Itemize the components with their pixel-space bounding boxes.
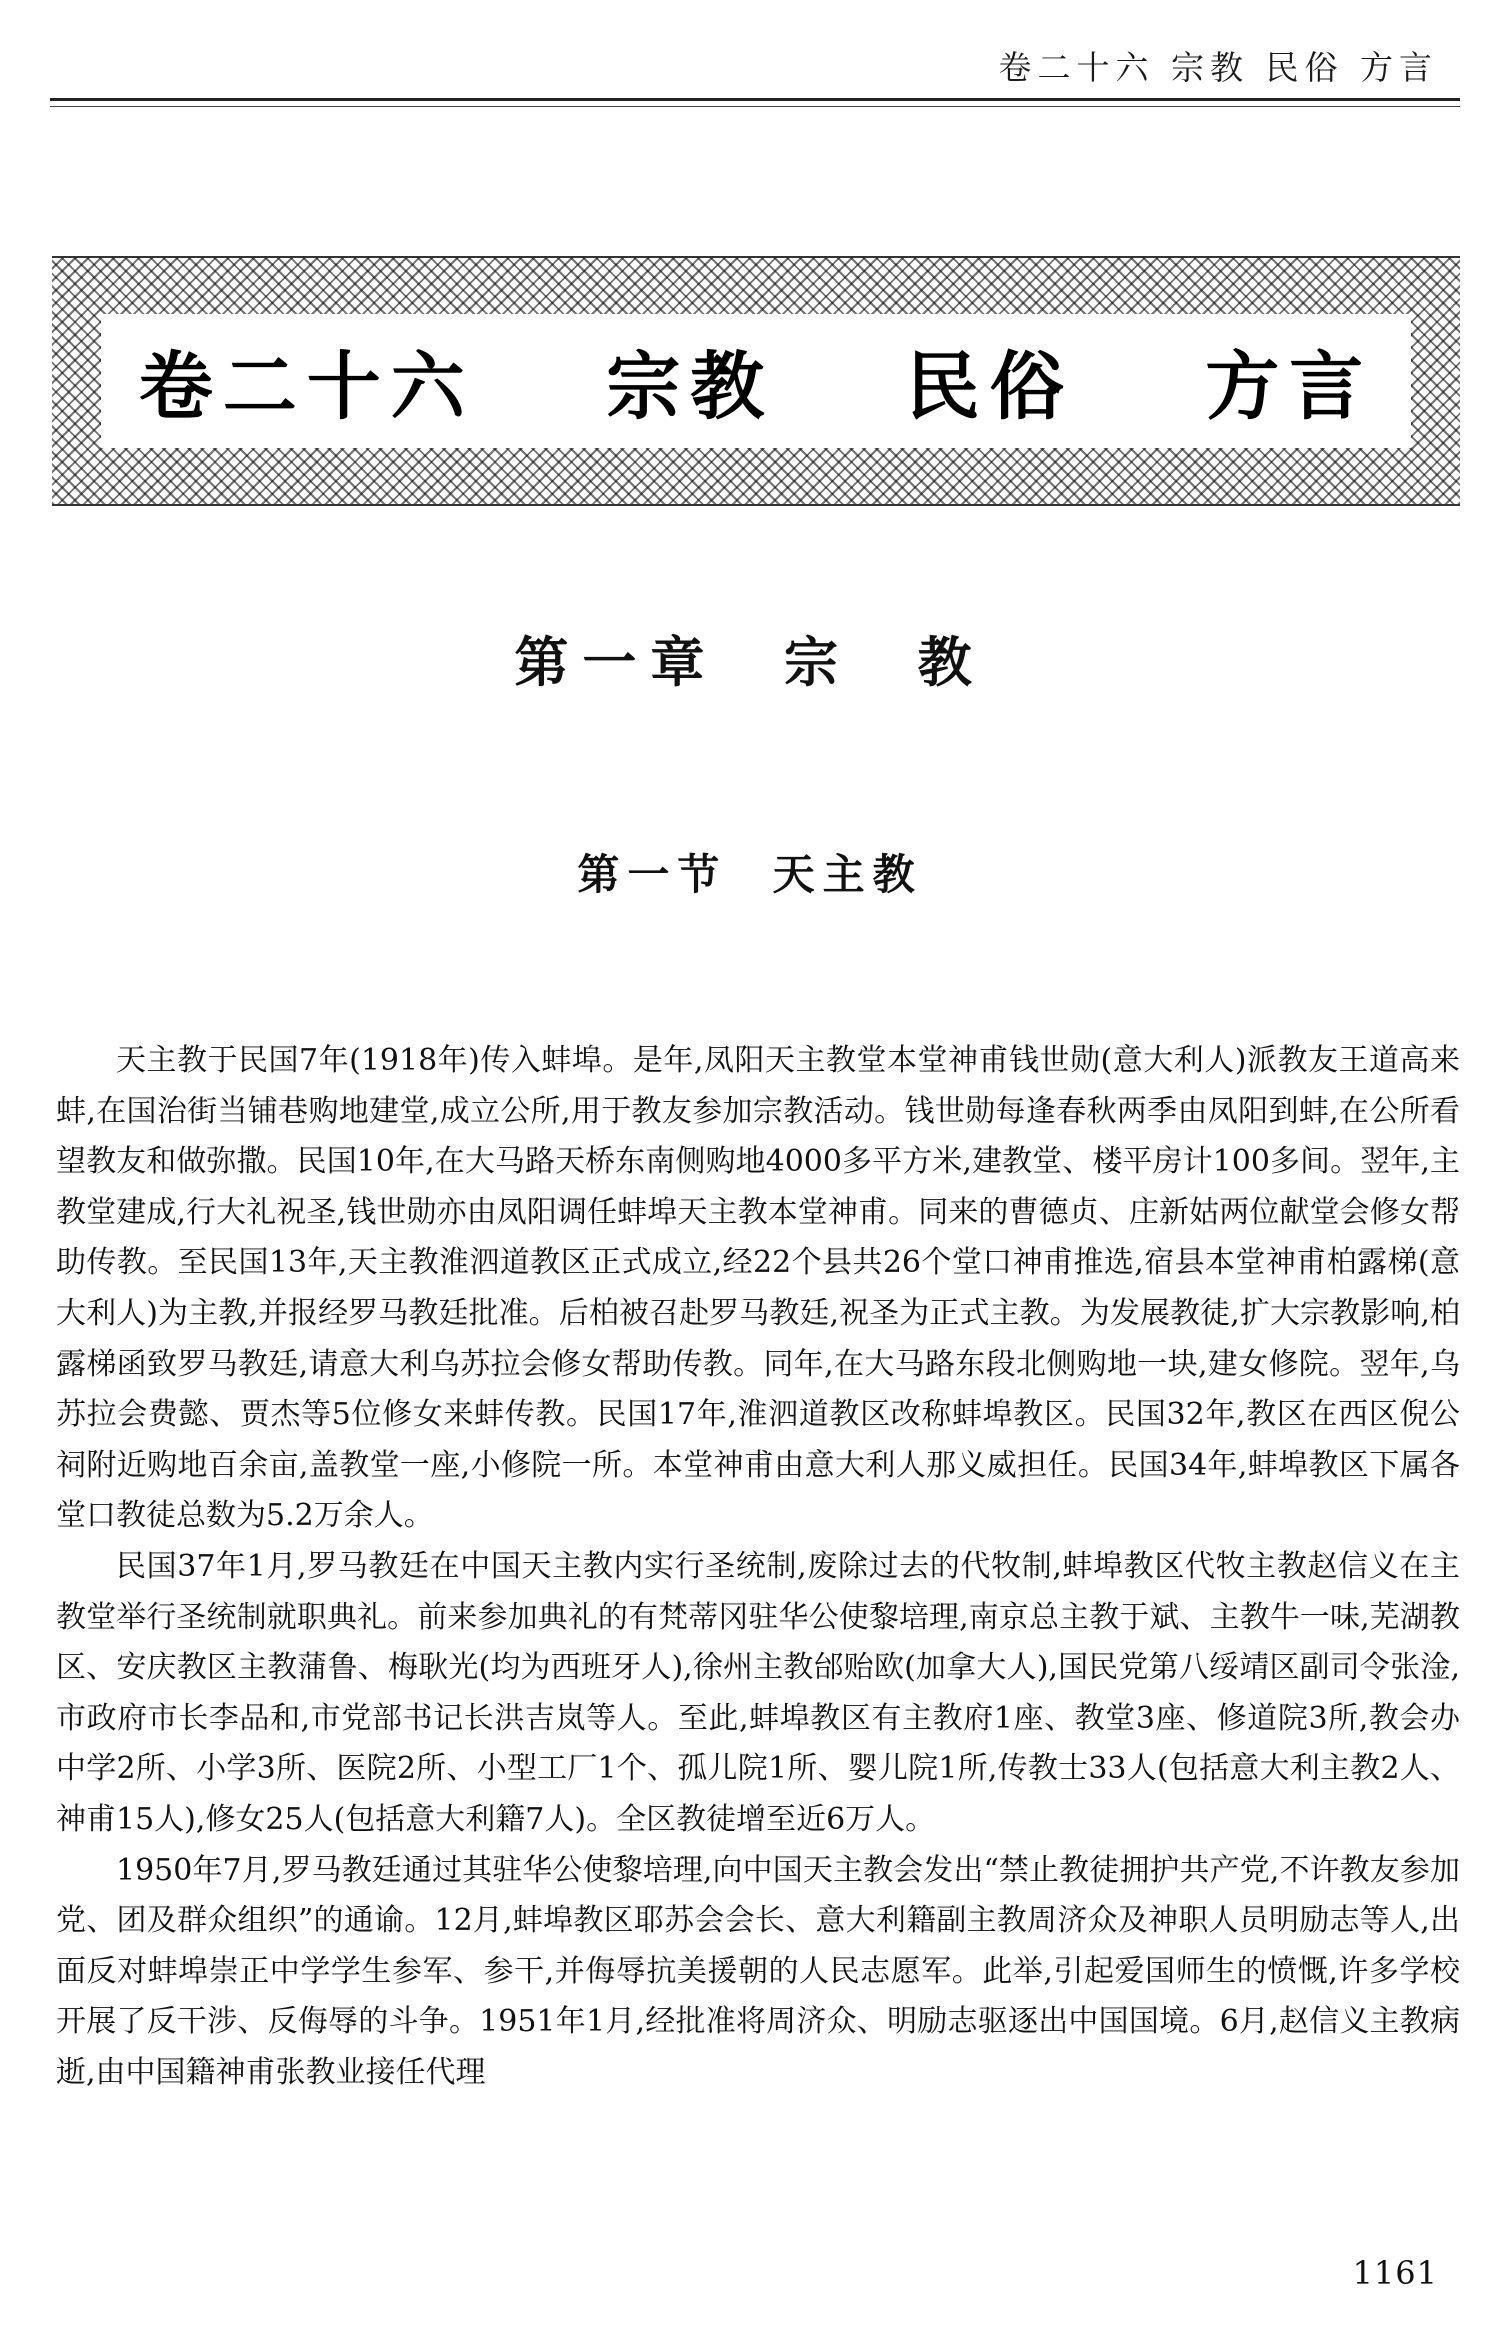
body-text	[56, 1036, 1460, 2098]
paragraph: 民国37年1月,罗马教廷在中国天主教内实行圣统制,废除过去的代牧制,蚌埠教区代牧主教赵信义在主教堂举行圣统制就职典礼。前来参加典礼的有梵蒂冈驻华公使黎培理,南京总主教于斌、主教牛一味,芜湖教区、安庆教区主教蒲鲁、梅耿光(均为西班牙人),徐州主教邰贻欧(加拿大人),国民党第八绥靖区副司令张淦,市政府市长李品和,市党部书记长洪吉岚等人。至此,蚌埠教区有主教府1座、教堂3座、修道院3所,教会办中学2所、小学3所、医院2所、小型工厂1个、孤儿院1所、婴儿院1所,传教士33人(包括意大利主教2人、神甫15人),修女25人(包括意大利籍7人)。全区教徒增至近6万人。	[56, 1548, 1460, 1837]
volume-title-banner	[52, 256, 1460, 506]
header-rule	[50, 98, 1460, 101]
paragraph: 天主教于民国7年(1918年)传入蚌埠。是年,凤阳天主教堂本堂神甫钱世勋(意大利人)派教友王道高来蚌,在国治街当铺巷购地建堂,成立公所,用于教友参加宗教活动。钱世勋每逢春秋两季由凤阳到蚌,在公所看望教友和做弥撒。民国10年,在大马路天桥东南侧购地4000多平方米,建教堂、楼平房计100多间。翌年,主教堂建成,行大礼祝圣,钱世勋亦由凤阳调任蚌埠天主教本堂神甫。同来的曹德贞、庄新姑两位献堂会修女帮助传教。至民国13年,天主教淮泗道教区正式成立,经22个县共26个堂口神甫推选,宿县本堂神甫柏露梯(意大利人)为主教,并报经罗马教廷批准。后柏被召赴罗马教廷,祝圣为正式主教。为发展教徒,扩大宗教影响,柏露梯函致罗马教廷,请意大利乌苏拉会修女帮助传教。同年,在大马路东段北侧购地一块,建女修院。翌年,乌苏拉会费懿、贾杰等5位修女来蚌传教。民国17年,淮泗道教区改称蚌埠教区。民国32年,教区在西区倪公祠附近购地百余亩,盖教堂一座,小修院一所。本堂神甫由意大利人那义威担任。民国34年,蚌埠教区下属各堂口教徒总数为5.2万余人。	[56, 1043, 1460, 1534]
section-title: 第一节 天主教	[577, 850, 923, 899]
header-rule-thin	[50, 106, 1460, 107]
chapter-title: 第一章 宗 教	[514, 631, 986, 694]
volume-title: 卷二十六 宗教 民俗 方言	[101, 314, 1412, 448]
paragraph: 1950年7月,罗马教廷通过其驻华公使黎培理,向中国天主教会发出“禁止教徒拥护共产党,不许教友参加党、团及群众组织”的通谕。12月,蚌埠教区耶苏会会长、意大利籍副主教周济众及神职人员明励志等人,出面反对蚌埠崇正中学学生参军、参干,并侮辱抗美援朝的人民志愿军。此举,引起爱国师生的愤慨,许多学校开展了反干涉、反侮辱的斗争。1951年1月,经批准将周济众、明励志驱逐出中国国境。6月,赵信义主教病逝,由中国籍神甫张教业接任代理	[56, 1852, 1460, 2090]
running-header: 卷二十六 宗教 民俗 方言	[998, 48, 1438, 87]
page-number: 1161	[1352, 2254, 1438, 2292]
